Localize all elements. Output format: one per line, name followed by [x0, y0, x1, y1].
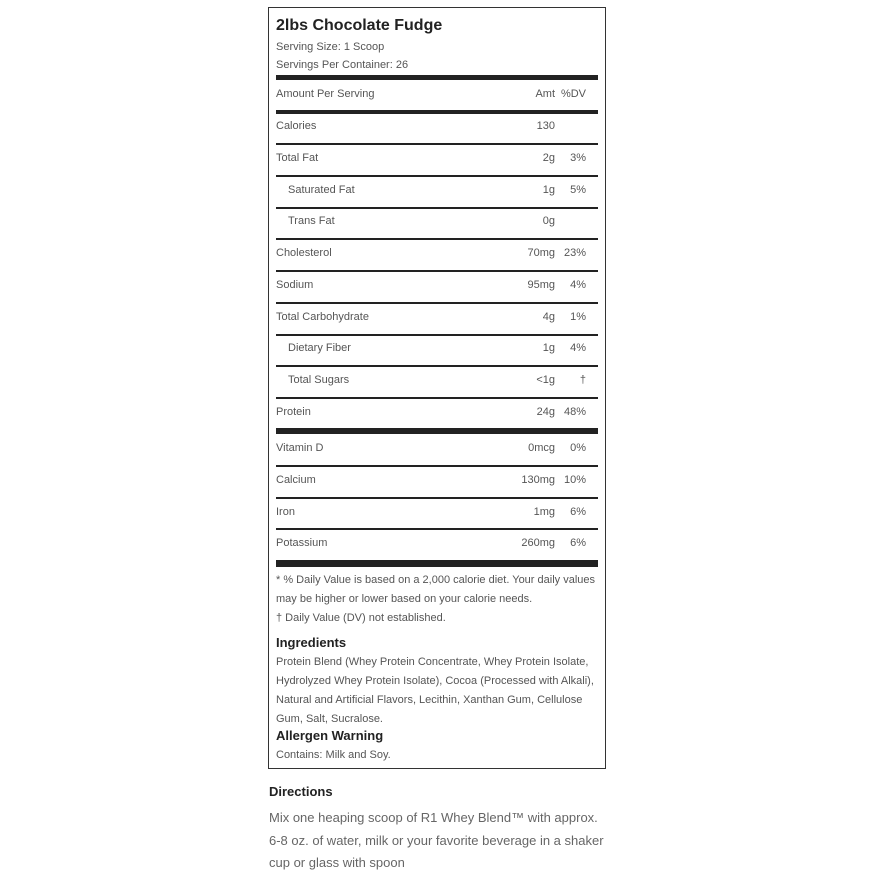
nutrient-dv: 5% [570, 184, 586, 196]
nutrient-dv: 4% [570, 279, 586, 291]
row-divider [276, 497, 598, 499]
vitamin-name: Vitamin D [276, 442, 324, 454]
nutrient-amount: 70mg [527, 247, 555, 259]
vitamin-dv: 6% [570, 537, 586, 549]
nutrient-name: Dietary Fiber [288, 342, 351, 354]
row-divider [276, 465, 598, 467]
nutrient-name: Trans Fat [288, 215, 335, 227]
vitamin-name: Calcium [276, 474, 316, 486]
vitamin-row [276, 471, 598, 491]
vitamin-amount: 260mg [521, 537, 555, 549]
vitamin-amount: 0mcg [528, 442, 555, 454]
nutrient-row [276, 371, 598, 391]
nutrient-name: Cholesterol [276, 247, 332, 259]
row-divider [276, 528, 598, 530]
nutrient-amount: 95mg [527, 279, 555, 291]
vitamin-amount: 1mg [533, 506, 555, 518]
allergen-title: Allergen Warning [276, 728, 384, 743]
nutrient-row [276, 212, 598, 232]
nutrient-amount: 1g [542, 184, 555, 196]
ingredients-text: Protein Blend (Whey Protein Concentrate, Whey Protein Isolate, Hydrolyzed Whey Protein Isolate), Cocoa (Processed with Alkali), Natural and Artificial Flavors, Lecithin, Xanthan Gum, Cellulose Gum, Salt, Sucralose. [276, 656, 594, 725]
vitamin-amount: 130mg [521, 474, 555, 486]
row-divider [276, 397, 598, 399]
row-divider [276, 207, 598, 209]
nutrient-dv: 1% [570, 311, 586, 323]
row-divider [276, 365, 598, 367]
vitamin-row [276, 534, 598, 554]
nutrient-row [276, 117, 598, 137]
row-divider [276, 238, 598, 240]
header-divider [276, 110, 598, 114]
directions-text: Mix one heaping scoop of R1 Whey Blend™ with approx. 6-8 oz. of water, milk or your favorite beverage in a shaker cup or glass with spoon [269, 810, 604, 870]
nutrient-dv: 48% [563, 406, 586, 418]
nutrient-name: Protein [276, 406, 311, 418]
nutrient-row [276, 308, 598, 328]
dv-not-established-note: † Daily Value (DV) not established. [276, 612, 446, 624]
daily-value-footnote: * % Daily Value is based on a 2,000 calorie diet. Your daily values may be higher or lower based on your calorie needs. [276, 574, 595, 605]
thick-divider [276, 560, 598, 567]
nutrient-dv: 3% [570, 152, 586, 164]
nutrient-amount: 130 [536, 120, 555, 132]
column-header-dv: %DV [560, 88, 586, 100]
vitamin-dv: 0% [570, 442, 586, 454]
nutrient-amount: 0g [542, 215, 555, 227]
nutrient-amount: 2g [542, 152, 555, 164]
nutrition-facts-label [268, 7, 606, 769]
column-header-name: Amount Per Serving [276, 88, 375, 100]
serving-size: Serving Size: 1 Scoop [276, 41, 385, 53]
nutrient-amount: <1g [536, 374, 555, 386]
vitamin-row [276, 439, 598, 459]
thick-divider [276, 75, 598, 80]
nutrient-row [276, 339, 598, 359]
column-header-row [276, 85, 598, 105]
nutrient-name: Total Sugars [288, 374, 350, 386]
vitamin-row [276, 503, 598, 523]
nutrient-dv: 4% [570, 342, 586, 354]
vitamin-dv: 10% [563, 474, 586, 486]
vitamin-dv: 6% [570, 506, 586, 518]
row-divider [276, 175, 598, 177]
row-divider [276, 334, 598, 336]
nutrient-row [276, 403, 598, 423]
nutrient-name: Total Fat [276, 152, 319, 164]
nutrient-name: Total Carbohydrate [276, 311, 369, 323]
nutrient-row [276, 244, 598, 264]
row-divider [276, 302, 598, 304]
ingredients-title: Ingredients [276, 635, 347, 650]
nutrient-name: Saturated Fat [288, 184, 355, 196]
directions-title: Directions [269, 784, 333, 799]
nutrient-row [276, 149, 598, 169]
nutrient-row [276, 276, 598, 296]
nutrient-name: Sodium [276, 279, 314, 291]
vitamin-name: Iron [276, 506, 295, 518]
nutrient-amount: 24g [536, 406, 555, 418]
nutrient-row [276, 181, 598, 201]
allergen-text: Contains: Milk and Soy. [276, 749, 391, 761]
column-header-amt: Amt [535, 88, 555, 100]
nutrient-amount: 1g [542, 342, 555, 354]
nutrient-dv: 23% [563, 247, 586, 259]
product-title: 2lbs Chocolate Fudge [276, 17, 443, 34]
row-divider [276, 143, 598, 145]
servings-per-container: Servings Per Container: 26 [276, 59, 409, 71]
nutrient-amount: 4g [542, 311, 555, 323]
nutrient-name: Calories [276, 120, 317, 132]
nutrient-dv: † [579, 374, 586, 386]
thick-divider [276, 428, 598, 434]
vitamin-name: Potassium [276, 537, 328, 549]
row-divider [276, 270, 598, 272]
